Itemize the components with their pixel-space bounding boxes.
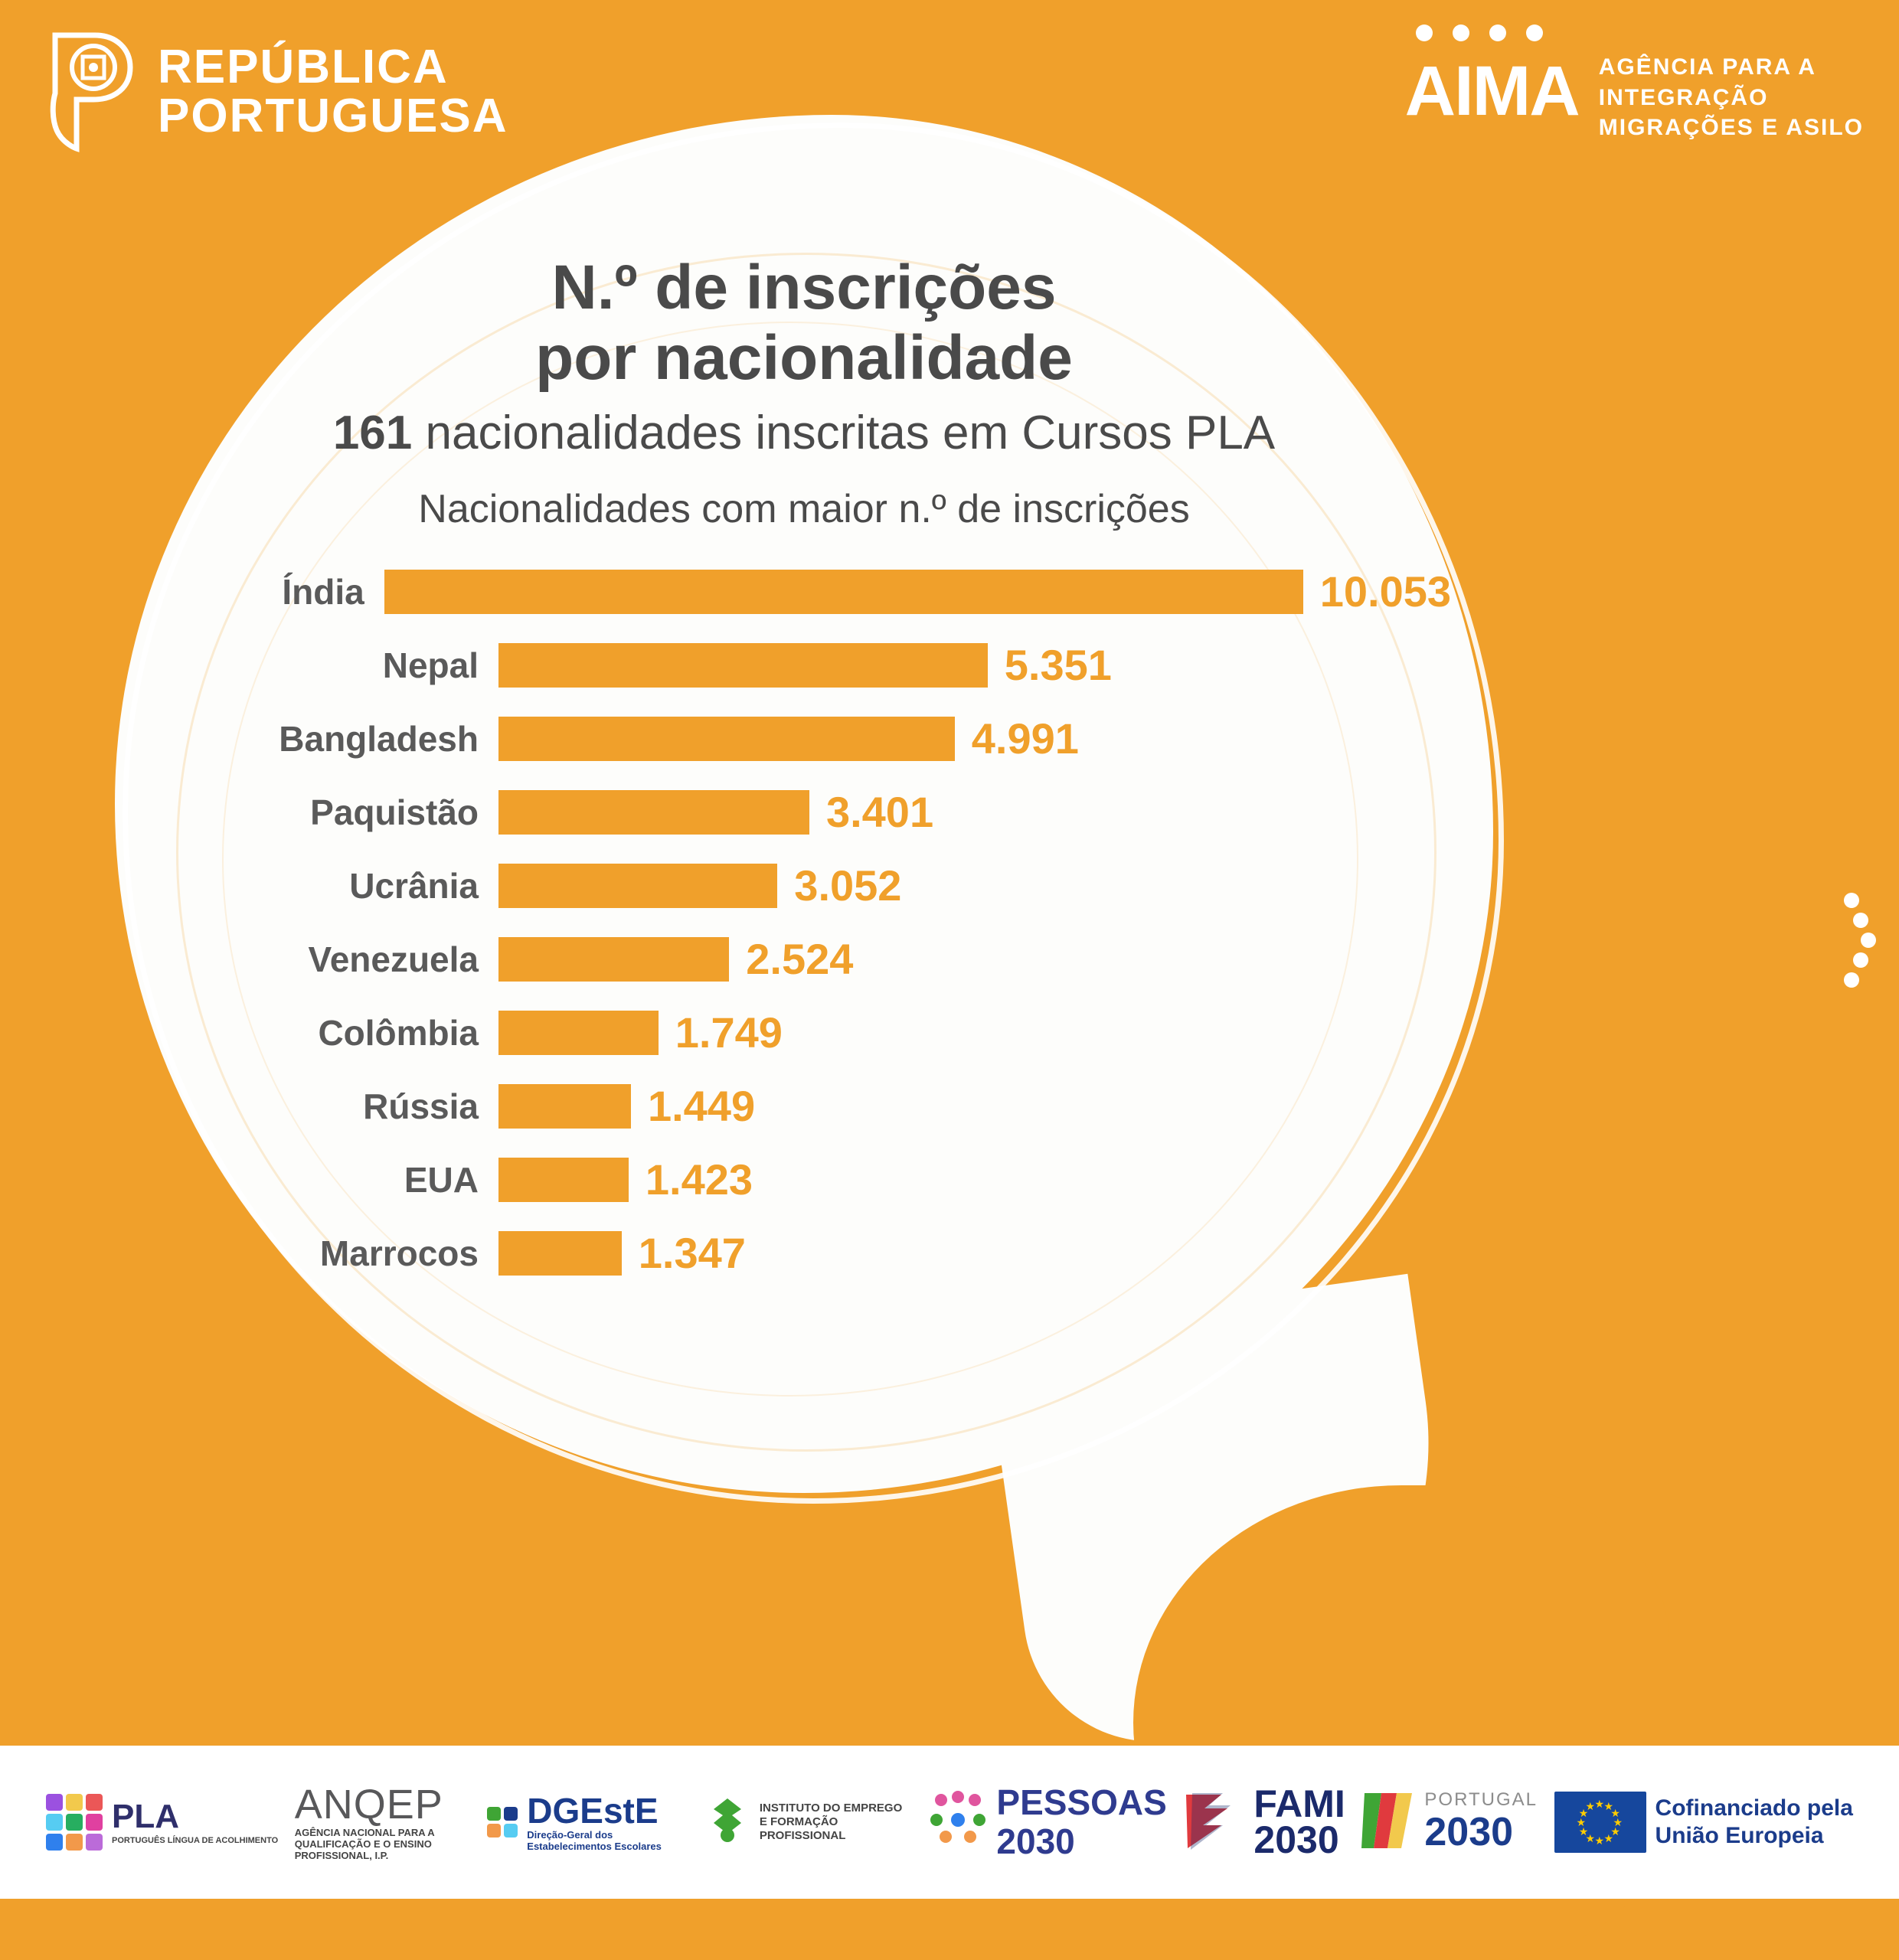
aima-sub-line1: AGÊNCIA PARA A — [1598, 54, 1816, 80]
fami-2030-logo — [1183, 1782, 1345, 1861]
eu-cofinanced-logo — [1554, 1792, 1853, 1853]
pessoas-label: PESSOAS — [996, 1782, 1167, 1823]
eu-star-icon: ★ — [1613, 1816, 1623, 1828]
chart-row — [157, 1143, 1451, 1217]
bar-track — [498, 861, 1451, 910]
bar-label: Marrocos — [319, 1233, 479, 1273]
bar-value: 3.052 — [794, 861, 902, 910]
bar-chart — [157, 555, 1451, 1290]
bar-track — [498, 714, 1451, 763]
portugal-year: 2030 — [1424, 1809, 1514, 1854]
bar-label: Colômbia — [318, 1012, 479, 1053]
chart-row — [157, 1217, 1451, 1290]
dgeste-squares-icon — [487, 1807, 518, 1838]
chart-caption: Nacionalidades com maior n.º de inscrições — [418, 486, 1190, 531]
chart-row — [157, 1070, 1451, 1143]
bar-track — [498, 640, 1451, 690]
bar-track — [498, 1008, 1451, 1057]
portugal-2030-logo — [1361, 1790, 1538, 1855]
pessoas-year: 2030 — [996, 1821, 1075, 1861]
bar-value: 2.524 — [746, 935, 854, 984]
bar-label: Índia — [282, 571, 364, 612]
pla-caption: PORTUGUÊS LÍNGUA DE ACOLHIMENTO — [112, 1835, 279, 1845]
aima-subtitle — [1599, 44, 1864, 143]
eu-star-icon: ★ — [1594, 1834, 1605, 1847]
republica-portuguesa-logo — [47, 31, 508, 153]
fami-mark-icon — [1183, 1788, 1244, 1857]
dgeste-caption: Direção-Geral dos Estabelecimentos Escolares — [527, 1829, 662, 1853]
bar-track — [498, 787, 1451, 837]
eu-line1: Cofinanciado pela — [1655, 1795, 1853, 1821]
bar — [498, 1158, 629, 1202]
bar — [384, 570, 1303, 614]
portugal-stripes-icon — [1361, 1790, 1415, 1855]
bar-value: 3.401 — [825, 788, 934, 837]
chart-row — [157, 555, 1451, 629]
dgeste-logo — [487, 1792, 688, 1853]
republica-line2: PORTUGUESA — [158, 90, 508, 142]
bar-value: 4.991 — [971, 714, 1079, 763]
aima-sub-line3: MIGRAÇÕES E ASILO — [1598, 115, 1864, 141]
iefp-logo — [704, 1795, 913, 1850]
eu-star-icon: ★ — [1610, 1807, 1620, 1819]
nationalities-count: 161 — [332, 406, 413, 459]
eu-star-icon: ★ — [1585, 1800, 1596, 1813]
eu-star-icon: ★ — [1610, 1825, 1620, 1838]
bar — [498, 864, 777, 908]
chart-title — [130, 253, 1478, 394]
bar-value: 1.749 — [675, 1008, 783, 1057]
bar-value: 1.423 — [645, 1155, 753, 1204]
chart-row — [157, 629, 1451, 702]
bar-value: 10.053 — [1319, 567, 1451, 616]
pla-squares-icon — [46, 1794, 103, 1851]
chart-row — [157, 702, 1451, 776]
bar-label: Venezuela — [308, 939, 479, 979]
chart-title-line2: por nacionalidade — [535, 322, 1073, 393]
eu-star-icon: ★ — [1578, 1807, 1589, 1819]
bar — [498, 1231, 622, 1276]
bar-label: Rússia — [363, 1086, 479, 1126]
aima-dots-icon — [1416, 24, 1543, 41]
bar-track — [498, 1155, 1451, 1204]
aima-logo — [1405, 44, 1864, 143]
eu-star-icon: ★ — [1576, 1816, 1587, 1828]
iefp-symbol-icon — [704, 1795, 750, 1850]
portugal-crest-icon — [47, 31, 138, 153]
anqep-logo — [295, 1782, 471, 1862]
republica-line1: REPÚBLICA — [158, 41, 449, 94]
bar-label: Nepal — [382, 645, 479, 685]
fami-year: 2030 — [1253, 1818, 1339, 1861]
bar — [498, 717, 955, 761]
eu-star-icon: ★ — [1603, 1831, 1614, 1844]
bar — [498, 1011, 659, 1055]
chevron-dots-decoration — [1844, 888, 1876, 992]
bar-value: 5.351 — [1004, 641, 1112, 690]
eu-star-icon: ★ — [1603, 1800, 1614, 1813]
bar-track — [384, 567, 1451, 616]
portugal-label: PORTUGAL — [1424, 1789, 1538, 1811]
pessoas-2030-logo — [929, 1783, 1166, 1860]
bar — [498, 937, 729, 982]
bar — [498, 1084, 631, 1129]
bar — [498, 643, 988, 688]
fami-label: FAMI — [1253, 1782, 1345, 1825]
chart-row — [157, 996, 1451, 1070]
bar-label: EUA — [404, 1159, 479, 1200]
republica-portuguesa-text — [158, 43, 508, 141]
bar-label: Ucrânia — [349, 865, 479, 906]
dgeste-label: DGEstE — [527, 1790, 659, 1831]
chart-row — [157, 849, 1451, 923]
pessoas-people-icon — [929, 1791, 987, 1854]
chart-container — [130, 253, 1478, 1290]
eu-star-icon: ★ — [1578, 1825, 1589, 1838]
anqep-label: ANQEP — [294, 1781, 443, 1828]
pla-label: PLA — [112, 1798, 179, 1836]
aima-wordmark: AIMA — [1404, 52, 1579, 130]
eu-line2: União Europeia — [1655, 1823, 1824, 1848]
bar — [498, 790, 809, 835]
anqep-caption: AGÊNCIA NACIONAL PARA A QUALIFICAÇÃO E O ENSINO PROFISSIONAL, I.P. — [294, 1827, 435, 1862]
bar-track — [498, 1228, 1451, 1278]
header — [0, 0, 1899, 222]
bar-label: Paquistão — [310, 792, 479, 832]
aima-sub-line2: INTEGRAÇÃO — [1598, 84, 1769, 110]
chart-subtitle — [130, 406, 1478, 460]
chart-row — [157, 776, 1451, 849]
bar-value: 1.347 — [638, 1229, 746, 1278]
bar-value: 1.449 — [647, 1082, 756, 1131]
bar-track — [498, 934, 1451, 984]
eu-star-icon: ★ — [1594, 1798, 1605, 1810]
footer-logos — [0, 1746, 1899, 1899]
eu-flag-icon — [1554, 1792, 1646, 1853]
chart-title-line1: N.º de inscrições — [551, 253, 1057, 322]
eu-star-icon: ★ — [1585, 1831, 1596, 1844]
chart-row — [157, 923, 1451, 996]
pla-logo — [46, 1794, 278, 1851]
nationalities-count-text: nacionalidades inscritas em Cursos PLA — [412, 406, 1276, 459]
bar-label: Bangladesh — [279, 718, 479, 759]
bar-track — [498, 1081, 1451, 1131]
iefp-caption: INSTITUTO DO EMPREGO E FORMAÇÃO PROFISSIONAL — [759, 1802, 903, 1842]
